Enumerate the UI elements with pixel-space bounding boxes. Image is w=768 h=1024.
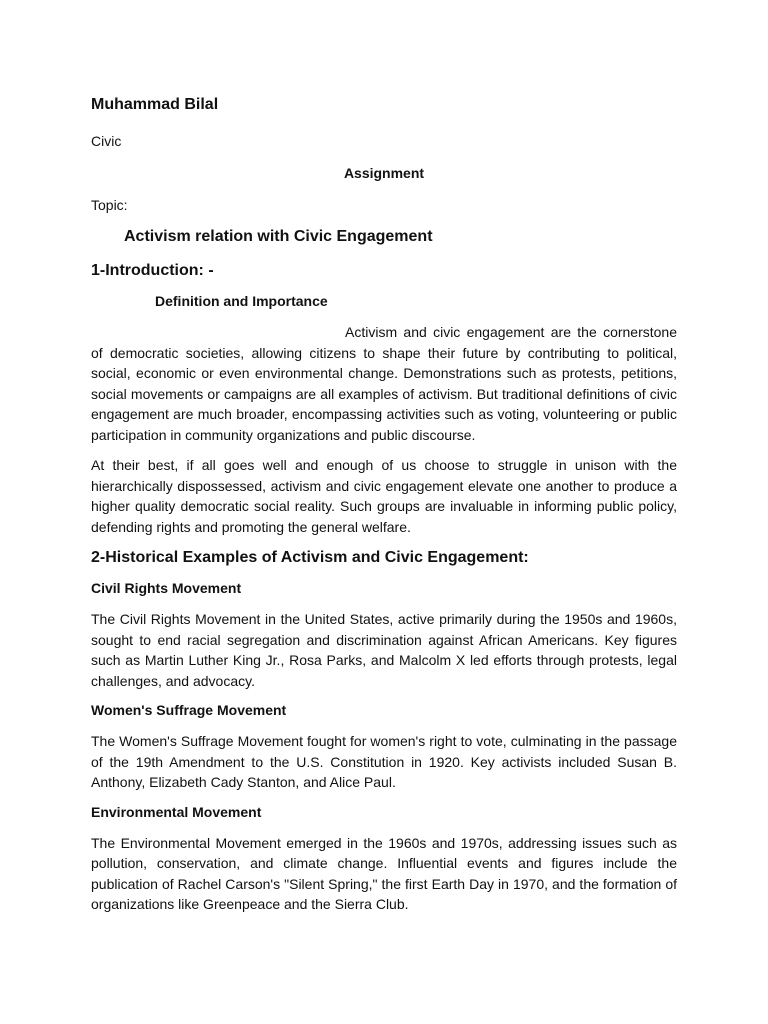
assignment-label: Assignment <box>343 165 425 181</box>
topic-title: Activism relation with Civic Engagement <box>124 228 433 245</box>
example-text-suffrage: The Women's Suffrage Movement fought for women's right to vote, culminating in the passage of the 19th Amendment to the U.S. Constitution in 1920. Key activists included Susan B. Anthony, Elizabeth Cady Stanton, and Alice Paul. <box>91 733 677 790</box>
topic-label: Topic: <box>91 197 128 213</box>
example-title-civil-rights: Civil Rights Movement <box>91 580 242 596</box>
intro-subheading: Definition and Importance <box>155 293 328 309</box>
history-heading: 2-Historical Examples of Activism and Civic Engagement: <box>91 549 529 566</box>
example-text-environmental: The Environmental Movement emerged in the 1960s and 1970s, addressing issues such as pollution, conservation, and climate change. Influential events and figures include the publication of Rachel Carson's "Silent Spring," the first Earth Day in 1970, and the formation of organizations like Greenpeace and the Sierra Club. <box>91 834 677 912</box>
intro-paragraph-1: Activism and civic engagement are the cornerstone of democratic societies, allowing citizens to shape their future by contributing to political, social, economic or even environmental change. Demonstrations such as protests, petitions, social movements or campaigns are all examples of activism. But traditional definitions of civic engagement are much broader, encompassing activities such as voting, volunteering or public participation in community organizations and public discourse. <box>91 324 677 443</box>
example-text-civil-rights: The Civil Rights Movement in the United States, active primarily during the 1950s and 1960s, sought to end racial segregation and discrimination against African Americans. Key figures such as Martin Luther King Jr., Rosa Parks, and Malcolm X led efforts through protests, legal challenges, and advocacy. <box>91 611 677 689</box>
author-name: Muhammad Bilal <box>91 96 219 113</box>
intro-paragraph-2: At their best, if all goes well and enough of us choose to struggle in unison with the hierarchically dispossessed, activism and civic engagement elevate one another to produce a higher quality democratic social reality. Such groups are invaluable in informing public policy, defending rights and promoting the general welfare. <box>91 457 677 535</box>
example-title-suffrage: Women's Suffrage Movement <box>91 702 287 718</box>
intro-heading: 1-Introduction: - <box>91 262 214 279</box>
course-name: Civic <box>91 133 122 149</box>
example-title-environmental: Environmental Movement <box>91 803 262 820</box>
